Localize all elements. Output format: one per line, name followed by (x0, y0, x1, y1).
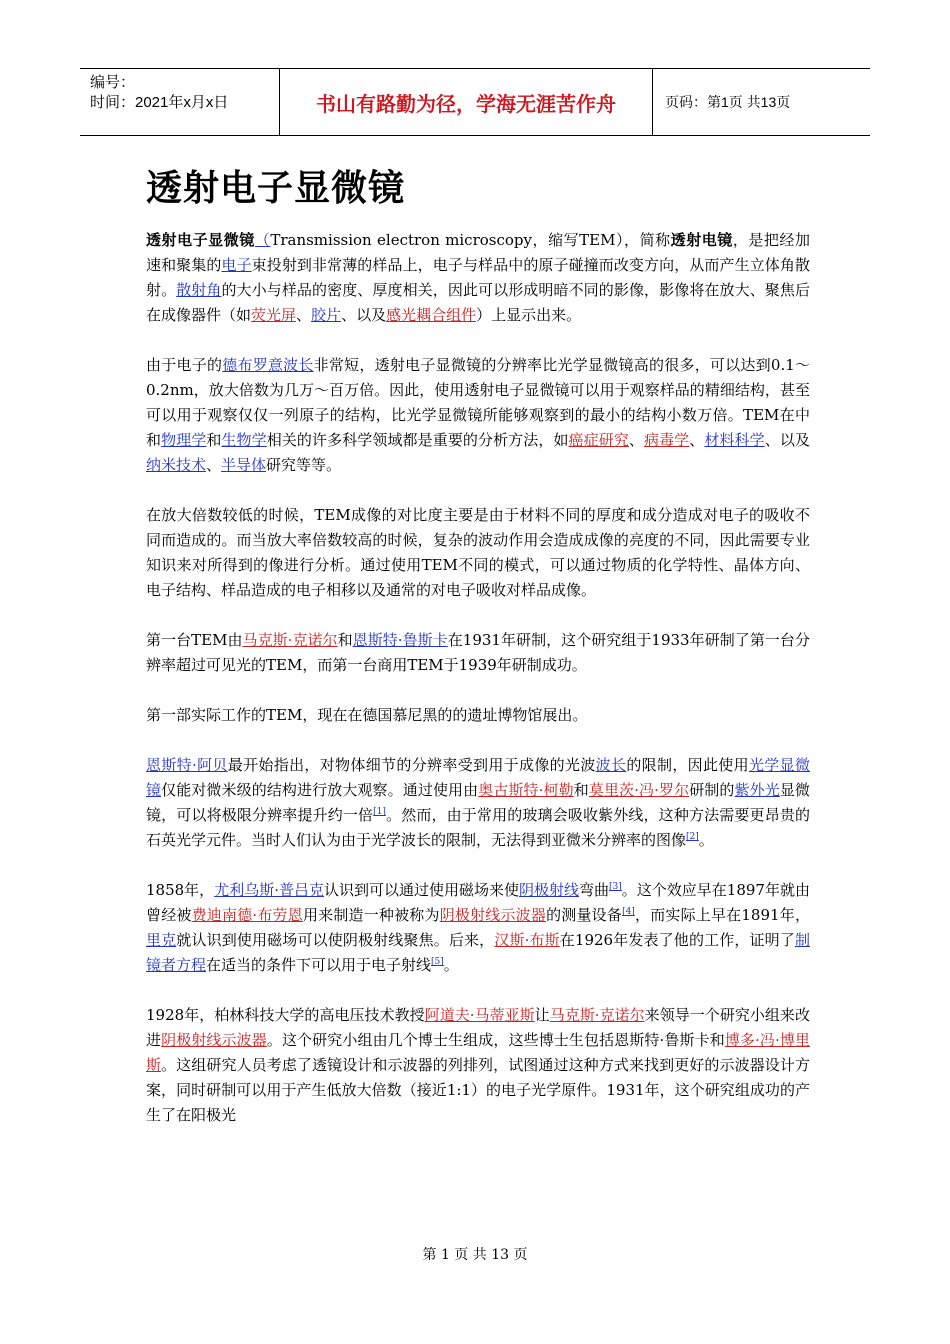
text: 第一台TEM由 (146, 631, 243, 649)
link-max-knoll-2[interactable]: 马克斯·克诺尔 (549, 1006, 645, 1024)
link-ernst-abbe[interactable]: 恩斯特·阿贝 (146, 756, 228, 774)
link-electron[interactable]: 电子 (221, 256, 252, 274)
link-moritz-von-rohr[interactable]: 莫里茨·冯·罗尔 (588, 781, 690, 799)
text: 、 (296, 306, 312, 324)
paragraph-contrast: 在放大倍数较低的时候，TEM成像的对比度主要是由于材料不同的厚度和成分造成对电子的吸收不同而造成的。而当放大率倍数较高的时候，复杂的波动作用会造成成像的亮度的不同，因此需要专业知识来对所得到的像进行分析。通过使用TEM不同的模式，可以通过物质的化学特性、晶体方向、电子结构、样品造成的电子相移以及通常的对电子吸收对样品成像。 (146, 506, 810, 599)
link-ernst-ruska[interactable]: 恩斯特·鲁斯卡 (352, 631, 448, 649)
link-wavelength[interactable]: 波长 (595, 756, 627, 774)
page-info: 页码：第1页 共13页 (665, 94, 791, 110)
text: 。 (698, 831, 714, 849)
link-adolf-matthias[interactable]: 阿道夫·马蒂亚斯 (424, 1006, 535, 1024)
citation-link[interactable]: [2] (686, 832, 699, 842)
link-fluorescent-screen[interactable]: 荧光屏 (251, 306, 297, 324)
link-julius-plucker[interactable]: 尤利乌斯·普吕克 (214, 881, 324, 899)
link-optical-microscope[interactable]: 光学显微镜 (146, 756, 810, 799)
paragraph-abbe (146, 753, 810, 853)
link-biology[interactable]: 生物学 (221, 431, 267, 449)
text: 显微镜，可以将极限分辨率提升约一倍 (146, 781, 810, 824)
citation-link[interactable]: [3] (609, 882, 622, 892)
text: 、 (689, 431, 705, 449)
link-ferdinand-braun[interactable]: 费迪南德·布劳恩 (191, 906, 303, 924)
text: 。这个效应早在1897年就由曾经被 (146, 881, 810, 924)
text: 。这个研究小组由几个博士生组成，这些博士生包括恩斯特·鲁斯卡和 (266, 1031, 725, 1049)
date-line: 时间：2021年x月x日 (90, 94, 229, 111)
text: 非常短，透射电子显微镜的分辨率比光学显微镜高的很多，可以达到0.1～0.2nm，放大倍数为几万～百万倍。因此，使用透射电子显微镜可以用于观察样品的精细结构，甚至可以用于观察仅仅一列原子的结构，比光学显微镜所能够观察到的最小的结构小数万倍。TEM在中和 (146, 356, 810, 449)
link-max-knoll[interactable]: 马克斯·克诺尔 (242, 631, 338, 649)
text: 1858年， (146, 881, 215, 899)
text: 、 (206, 456, 222, 474)
text: 1928年，柏林科技大学的高电压技术教授 (146, 1006, 425, 1024)
text: 的大小与样品的密度、厚度相关，因此可以形成明暗不同的影像，影像将在放大、聚焦后在成像器件（如 (146, 281, 810, 324)
link-ultraviolet[interactable]: 紫外光 (734, 781, 780, 799)
link-physics[interactable]: 物理学 (161, 431, 207, 449)
text: ，而实际上早在1891年， (634, 906, 810, 924)
link-scattering-angle[interactable]: 散射角 (176, 281, 222, 299)
citation-link[interactable]: [5] (431, 957, 444, 967)
text: ，是把经加速和聚集的 (146, 231, 810, 274)
term-bold: 透射电镜 (670, 231, 733, 249)
text: Transmission electron microscopy，缩写TEM），简称 (270, 231, 671, 249)
paragraph-magnetic (146, 878, 810, 978)
paragraph-resolution (146, 353, 810, 478)
page-footer: 第 1 页 共 13 页 (422, 1247, 528, 1263)
paragraph-museum: 第一部实际工作的TEM，现在在德国慕尼黑的的遗址博物馆展出。 (146, 706, 588, 724)
text: 、以及 (764, 431, 810, 449)
link-virology[interactable]: 病毒学 (644, 431, 690, 449)
text: 用来制造一种被称为 (302, 906, 440, 924)
link-english-name[interactable]: （ (254, 231, 271, 249)
paragraph-1928 (146, 1003, 810, 1128)
text: ）上显示出来。 (476, 306, 582, 324)
link-de-broglie-wavelength[interactable]: 德布罗意波长 (222, 356, 314, 374)
text: 。 (443, 956, 459, 974)
article-body (146, 228, 810, 1153)
link-bodo-von-borries[interactable]: 博多·冯·博里斯 (146, 1031, 810, 1074)
link-ccd[interactable]: 感光耦合组件 (386, 306, 477, 324)
header-table (80, 68, 870, 136)
link-hans-busch[interactable]: 汉斯·布斯 (494, 931, 560, 949)
text: 在1931年研制，这个研究组于1933年研制了第一台分辨率超过可见光的TEM，而第一台商用TEM于1939年研制成功。 (146, 631, 810, 674)
text: 、 (628, 431, 644, 449)
link-cathode-ray-oscilloscope-2[interactable]: 阴极射线示波器 (161, 1031, 267, 1049)
text: 。这组研究人员考虑了透镜设计和示波器的列排列，试图通过这种方式来找到更好的示波器设计方案，同时研制可以用于产生低放大倍数（接近1:1）的电子光学原件。1931年，这个研究组成功的产生了在阳极光 (146, 1056, 810, 1124)
page-title: 透射电子显微镜 (146, 168, 406, 209)
text: 在适当的条件下可以用于电子射线 (206, 956, 432, 974)
text: 和 (337, 631, 353, 649)
text: 弯曲 (579, 881, 610, 899)
text: 就认识到使用磁场可以使阴极射线聚焦。后来， (176, 931, 495, 949)
text: 和 (573, 781, 589, 799)
text: 、以及 (341, 306, 387, 324)
link-cathode-ray-oscilloscope[interactable]: 阴极射线示波器 (439, 906, 547, 924)
link-rieke[interactable]: 里克 (146, 931, 177, 949)
link-film[interactable]: 胶片 (311, 306, 342, 324)
text: 束投射到非常薄的样品上，电子与样品中的原子碰撞而改变方向，从而产生立体角散射。 (146, 256, 810, 299)
text: 仅能对微米级的结构进行放大观察。通过使用由 (161, 781, 479, 799)
header-meta-cell (80, 69, 280, 135)
text: 在1926年发表了他的工作，证明了 (559, 931, 795, 949)
text: 研制的 (689, 781, 735, 799)
text: 来领导一个研究小组来改进 (146, 1006, 810, 1049)
link-lensmaker-equation[interactable]: 制镜者方程 (146, 931, 810, 974)
text: 和 (206, 431, 222, 449)
citation-link[interactable]: [1] (373, 807, 386, 817)
text: 相关的许多科学领域都是重要的分析方法，如 (266, 431, 569, 449)
paragraph-intro (146, 228, 810, 328)
paragraph-first-tem (146, 628, 810, 678)
text: 的限制，因此使用 (626, 756, 749, 774)
number-label: 编号： (90, 74, 136, 91)
link-august-kohler[interactable]: 奥古斯特·柯勒 (478, 781, 574, 799)
motto: 书山有路勤为径，学海无涯苦作舟 (280, 69, 653, 135)
text: 认识到可以通过使用磁场来使 (323, 881, 519, 899)
text: 研究等等。 (266, 456, 342, 474)
term-bold: 透射电子显微镜 (146, 231, 255, 249)
text: 由于电子的 (146, 356, 223, 374)
link-cancer-research[interactable]: 癌症研究 (568, 431, 629, 449)
link-cathode-ray[interactable]: 阴极射线 (519, 881, 580, 899)
citation-link[interactable]: [4] (622, 907, 635, 917)
text: 的测量设备 (546, 906, 623, 924)
text: 最开始指出，对物体细节的分辨率受到用于成像的光波 (227, 756, 596, 774)
link-nanotechnology[interactable]: 纳米技术 (146, 456, 207, 474)
link-materials-science[interactable]: 材料科学 (704, 431, 765, 449)
link-semiconductor[interactable]: 半导体 (221, 456, 267, 474)
text: 。然而，由于常用的玻璃会吸收紫外线，这种方法需要更昂贵的石英光学元件。当时人们认为由于光学波长的限制，无法得到亚微米分辨率的图像 (146, 806, 810, 849)
text: 让 (534, 1006, 550, 1024)
